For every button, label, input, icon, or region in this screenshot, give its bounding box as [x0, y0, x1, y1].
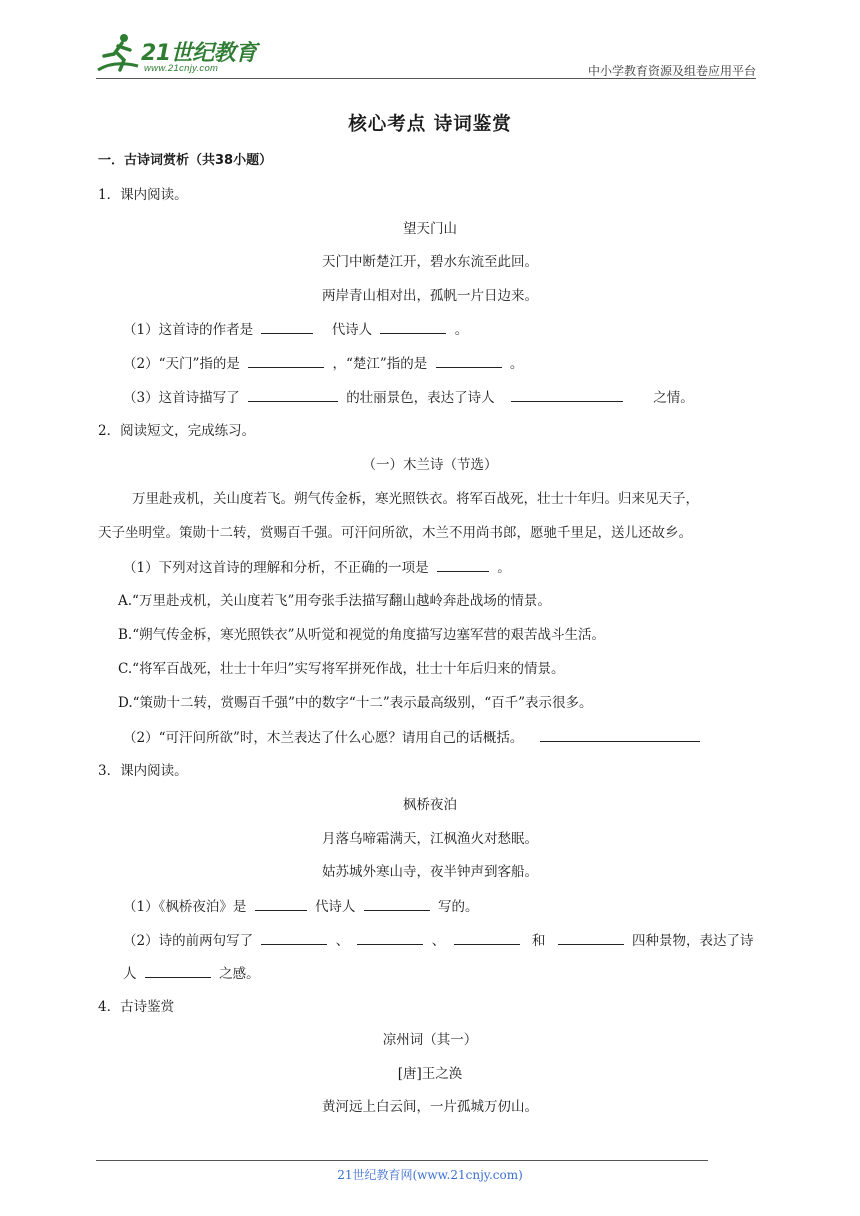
answer-blank[interactable]	[248, 387, 338, 402]
poem-line: 姑苏城外寒山寺，夜半钟声到客船。	[322, 864, 538, 880]
poem-title: 枫桥夜泊	[403, 797, 457, 813]
answer-blank[interactable]	[437, 557, 489, 572]
sub-question-text: 之感。	[219, 966, 260, 982]
logo-url: www.21cnjy.com	[144, 63, 219, 74]
answer-blank[interactable]	[558, 930, 624, 945]
answer-blank[interactable]	[364, 896, 430, 911]
sub-question-text: （2）“天门”指的是	[123, 356, 240, 372]
question-3-sub-2-cont	[123, 963, 260, 984]
sub-question-text: 。	[454, 322, 469, 338]
option-b: B.“朔气传金柝，寒光照铁衣”从听觉和视觉的角度描写边塞军营的艰苦战斗生活。	[118, 627, 606, 643]
poem-line: 月落乌啼霜满天，江枫渔火对愁眠。	[322, 831, 538, 847]
option-a: A.“万里赴戎机，关山度若飞”用夸张手法描写翻山越岭奔赴战场的情景。	[118, 593, 551, 609]
separator: 、	[431, 933, 446, 949]
poem-line: 两岸青山相对出，孤帆一片日边来。	[322, 288, 538, 304]
question-1-sub-3	[123, 387, 694, 408]
sub-question-text: （1）这首诗的作者是	[123, 322, 254, 338]
question-1-sub-1	[123, 319, 468, 340]
sub-question-text: 的壮丽景色，表达了诗人	[346, 390, 495, 406]
sub-question-text: 四种景物，表达了诗	[631, 933, 754, 949]
sub-question-text: ，“楚江”指的是	[332, 356, 428, 372]
sub-question-text: （1）下列对这首诗的理解和分析，不正确的一项是	[123, 560, 429, 576]
question-3-sub-2	[123, 930, 753, 951]
question-3-sub-1	[123, 896, 479, 917]
header-divider	[96, 78, 756, 79]
answer-blank[interactable]	[261, 319, 313, 334]
footer-divider	[96, 1160, 708, 1161]
option-d: D.“策勋十二转，赏赐百千强”中的数字“十二”表示最高级别，“百千”表示很多。	[118, 695, 593, 711]
sub-question-text: 。	[509, 356, 524, 372]
answer-blank[interactable]	[454, 930, 520, 945]
question-2-heading: 2．阅读短文，完成练习。	[98, 423, 256, 439]
logo-text: 21世纪教育	[141, 41, 257, 66]
sub-question-text: 写的。	[438, 899, 479, 915]
sub-question-text: （3）这首诗描写了	[123, 390, 240, 406]
answer-blank[interactable]	[436, 353, 502, 368]
poem-title: （一）木兰诗（节选）	[362, 457, 498, 473]
sub-question-text: 。	[497, 560, 511, 576]
sub-question-text: 代诗人	[331, 322, 373, 338]
question-1-heading: 1．课内阅读。	[98, 187, 188, 203]
answer-blank[interactable]	[540, 727, 700, 742]
poem-line: 黄河远上白云间，一片孤城万仞山。	[322, 1099, 538, 1115]
poem-line: 天门中断楚江开，碧水东流至此回。	[322, 254, 538, 270]
sub-question-text: 代诗人	[314, 899, 356, 915]
logo	[94, 30, 264, 78]
sub-question-text: 人	[123, 966, 137, 982]
answer-blank[interactable]	[145, 963, 211, 978]
answer-blank[interactable]	[261, 930, 327, 945]
sub-question-text: 之情。	[653, 390, 694, 406]
question-4-heading: 4．古诗鉴赏	[98, 999, 175, 1015]
passage-line: 万里赴戎机，关山度若飞。朔气传金柝，寒光照铁衣。将军百战死，壮士十年归。归来见天子，	[132, 491, 699, 507]
answer-blank[interactable]	[380, 319, 446, 334]
sub-question-text: （1）《枫桥夜泊》是	[123, 899, 247, 915]
option-c: C.“将军百战死，壮士十年归”实写将军拼死作战，壮士十年后归来的情景。	[118, 661, 565, 677]
answer-blank[interactable]	[357, 930, 423, 945]
poem-title: 望天门山	[403, 221, 457, 237]
answer-blank[interactable]	[255, 896, 307, 911]
separator: 、	[335, 933, 350, 949]
question-1-sub-2	[123, 353, 523, 374]
poem-author: [唐]王之涣	[397, 1066, 463, 1082]
question-3-heading: 3．课内阅读。	[98, 763, 188, 779]
sub-question-text: （2）“可汗问所欲”时，木兰表达了什么心愿？请用自己的话概括。	[123, 730, 524, 746]
runner-logo-icon	[94, 30, 142, 78]
section-heading: 一．古诗词赏析（共38小题）	[98, 153, 273, 168]
footer-link[interactable]: 21世纪教育网(www.21cnjy.com)	[337, 1168, 523, 1182]
question-2-sub-1	[123, 557, 511, 578]
answer-blank[interactable]	[511, 387, 623, 402]
question-2-sub-2	[123, 727, 704, 748]
sub-question-text: （2）诗的前两句写了	[123, 933, 254, 949]
sub-question-text: 和	[531, 933, 546, 949]
page-title: 核心考点 诗词鉴赏	[348, 114, 512, 135]
poem-title: 凉州词（其一）	[382, 1032, 478, 1048]
answer-blank[interactable]	[248, 353, 324, 368]
platform-name: 中小学教育资源及组卷应用平台	[587, 64, 756, 78]
passage-line: 天子坐明堂。策勋十二转，赏赐百千强。可汗问所欲，木兰不用尚书郎，愿驰千里足，送儿还故乡。	[98, 525, 692, 541]
